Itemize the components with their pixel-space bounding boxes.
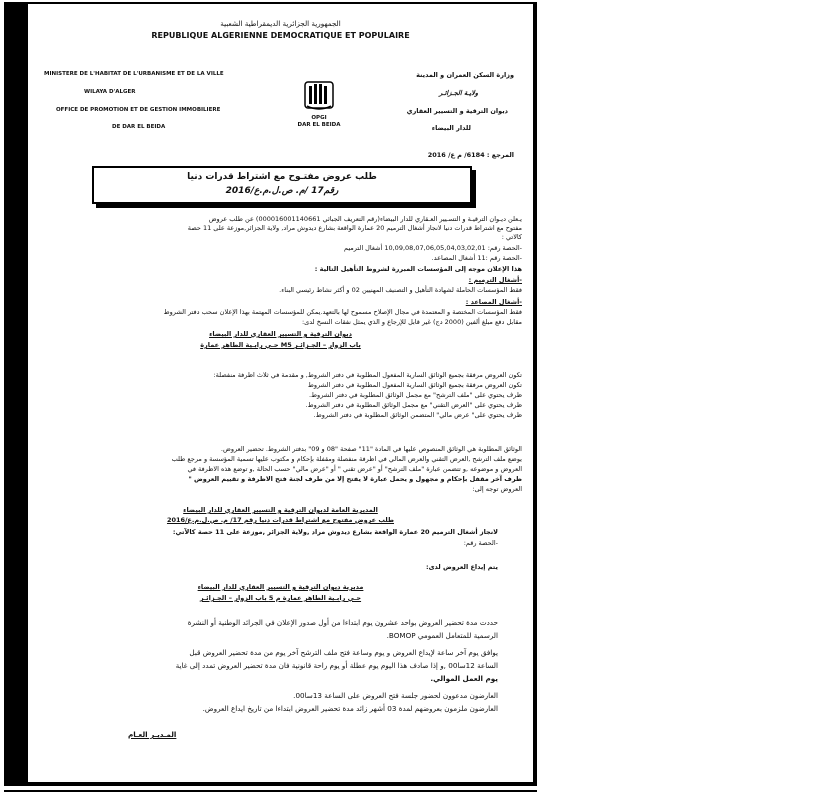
ministry-ar: وزارة السكن العمران و المدينة [416, 71, 514, 79]
address-1-line-1: ديوان الترقية و التسيير العقاري للدار البيضاء [209, 330, 352, 338]
envelope-line-3: لانجاز أشغال الترميم 20 عمارة الواقعة بشارع ديدوش مراد ,ولاية الجزائر ,موزعة على 11 حصة كالآتي: [172, 528, 498, 536]
opgi-logo-icon [302, 80, 336, 116]
lot-1: -الحصة رقم: 10,09,08,07,06,05,04,03,02,01 أشغال الترميم [344, 244, 522, 252]
submission-line-5: ظرف يحتوي على" عرض مالي" المتضمن الوثائق المطلوبة في دفتر الشروط. [313, 411, 522, 419]
title-line-1: طلب عروض مفتـوح مع اشتراط قدرات دنيا [187, 172, 377, 182]
restoration-title: -أشغال الترميم : [468, 276, 522, 284]
address-2-line-1: مديرية ديوان الترقية و التسيير العقاري للدار البيضاء [197, 583, 364, 591]
ministry-fr: MINISTERE DE L'HABITAT DE L'URBANISME ET DE LA VILLE [44, 71, 224, 77]
elevators-line-1: فقط المؤسسات المختصة و المعتمدة في مجال الإصلاح مسموح لها بالتعهد.يمكن للمؤسسات المهتمة بهذا الإعلان سحب دفتر الشروط [163, 308, 522, 316]
duration-line-1: حددت مدة تحضير العروض بواحد عشرون يوم ابتداءا من أول صدور الإعلان في الجرائد الوطنية أو النشرة [187, 618, 498, 627]
intro-line-2: مفتوح مع اشتراط قدرات دنيا لانجاز أشغال الترميم 20 عمارة الواقعة بشارع ديدوش مراد, ولاية الجزائر,موزعة على 11 حصة [187, 224, 522, 232]
reference-number: المرجع : 6184/ م ع/ 2016 [427, 151, 514, 159]
deposit-title: يتم إيداع العروض لدى: [426, 563, 498, 571]
duration-line-3: يوافق يوم آخر ساعة لإيداع العروض و يوم وساعة فتح ملف الترشح آخر يوم من مدة تحضير العروض قبل [189, 648, 498, 657]
submission-line-1: تكون العروض مرفقة بجميع الوثائق السارية المفعول المطلوبة في دفتر الشروط, و مقدمة في ثلاث اظرفة منفصلة: [213, 371, 522, 379]
ar-republic: الجمهورية الجزائرية الديمقراطية الشعبية [220, 19, 341, 28]
duration-line-5: يوم العمل الموالي. [430, 674, 498, 683]
documents-line-1: الوثائق المطلوبة هي الوثائق المنصوص عليها في المادة "11" صفحة "08 و 09" بدفتر الشروط. تحضير العروض. [220, 445, 522, 453]
opening-line-1: العارضون مدعوون لحضور جلسة فتح العروض على الساعة 13سا00. [293, 691, 498, 700]
office-fr: OFFICE DE PROMOTION ET DE GESTION IMMOBILIERE [56, 107, 221, 113]
wilaya-fr: WILAYA D'ALGER [84, 89, 136, 95]
elevators-line-2: مقابل دفع مبلغ ألفين (2000 دج) غير قابل للإرجاع و الذي يمثل نفقات النسخ لدى: [301, 318, 522, 326]
eligibility-title: هذا الإعلان موجه إلى المؤسسات المبررة لشروط التأهيل التالية : [314, 265, 522, 273]
dar-ar: للدار البيضاء [431, 124, 471, 132]
opening-line-2: العارضون ملزمون بعروضهم لمدة 03 أشهر زائد مدة تحضير العروض ابتداءا من تاريخ ايداع العروض. [202, 704, 498, 713]
bottom-rule [4, 790, 537, 792]
submission-line-2: تكون العروض مرفقة بجميع الوثائق السارية المفعول المطلوبة في دفتر الشروط [307, 381, 522, 389]
title-line-2: رقم17 /م. ص.ل.م.ع/2016 [225, 186, 339, 196]
intro-line-3: كالاتي : [501, 233, 522, 241]
envelope-line-1: المديرية العامة لديوان الترقية و التسيير العقاري للدار البيضاء [183, 506, 378, 514]
duration-line-2: الرسمية للمتعامل العمومي BOMOP. [386, 631, 498, 640]
intro-line-1: يـعلن ديـوان الترقيـة و التسـيير العـقاري للدار البيضاء(رقم التعريف الجبائي 000016001140661) عن طلب عروض [208, 215, 522, 223]
restoration-text: فقط المؤسسات الحاملة لشهادة التأهيل و التصنيف المهنيين 02 و أكثر نشاط رئيسي البناء. [279, 286, 522, 294]
documents-line-2: يوضع ملف الترشح ,العرض التقني والعرض المالي في اظرفة منفصلة ومقفلة بإحكام و مكتوب عليها تسمية المؤسسة و مرجع طلب [171, 455, 522, 463]
wilaya-ar: ولايـة الجـزائـر [439, 89, 478, 97]
announcement-page [28, 4, 533, 782]
signature: المـديـر العـام [128, 730, 177, 739]
address-2-line-2: حـي رابـية الطاهر عمارة م 5 باب الزوار – الجـزائـر [199, 594, 362, 602]
title-box [92, 166, 472, 204]
logo-text-2: DAR EL BEIDA [297, 122, 341, 128]
documents-line-4: ظرف آخر مقفل بإحكام و مجهول و يحمل عبارة لا يفتح إلا من طرف لجنة فتح الاظرفة و تقييم العروض " [188, 475, 522, 483]
logo-text-1: OPGI [311, 115, 327, 121]
lot-2: -الحصة رقم :11 أشغال المصاعد. [431, 254, 522, 262]
address-1-line-2: حـي رابـية الطاهر عمارة M5 باب الزوار – الجـزائـر [200, 341, 361, 349]
elevators-title: -أشغال المصاعد : [465, 298, 522, 306]
submission-line-3: ظرف يحتوي على "ملف الترشح" مع مجمل الوثائق المطلوبة في دفتر الشروط. [308, 391, 522, 399]
documents-line-5: العروض توجه إلى: [472, 485, 522, 493]
submission-line-4: ظرف يحتوي على "العرض التقني" مع مجمل الوثائق المطلوبة في دفتر الشروط. [305, 401, 522, 409]
fr-republic: REPUBLIQUE ALGERIENNE DEMOCRATIQUE ET POPULAIRE [151, 31, 410, 40]
envelope-line-4: -الحصة رقم: [463, 539, 498, 547]
envelope-line-2: طلب عروض مفتوح مع اشتراط قدرات دنيا رقم 17/ م. ص.ل.م.ع/2016 [166, 516, 395, 524]
office-ar: ديوان الترقية و التسيير العقاري [406, 107, 508, 115]
dar-fr: DE DAR EL BEIDA [112, 124, 166, 130]
duration-line-4: الساعة 12سا00 ,و إذا صادف هذا اليوم يوم عطلة أو يوم راحة قانونية فان مدة تحضير العروض تمدد إلى غاية [175, 661, 498, 670]
documents-line-3: العروض و موضوعه ,و تتضمن عبارة "ملف الترشح" أو "عرض تقني " أو "عرض مالي" حسب الحالة ,و توضع هذه الاظرفة في [187, 465, 522, 473]
